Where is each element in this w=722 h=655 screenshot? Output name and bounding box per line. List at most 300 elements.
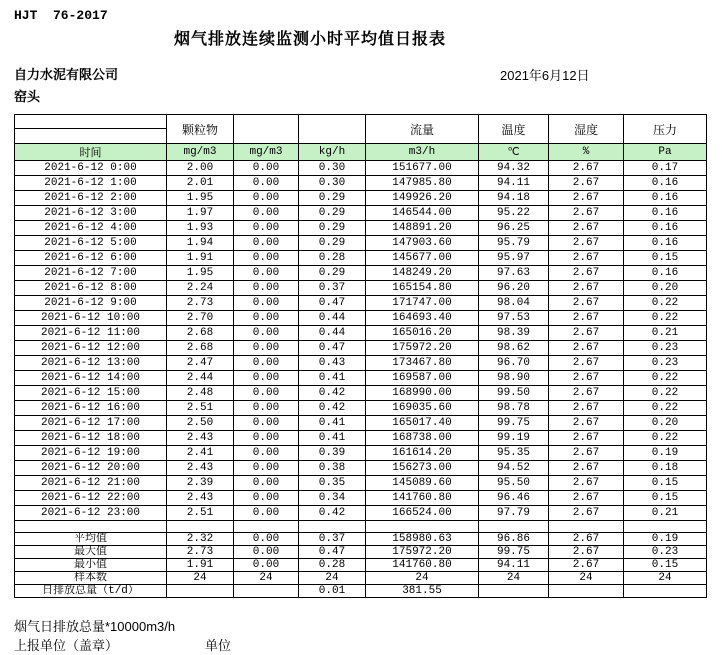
monitoring-point: 窑头 xyxy=(14,89,41,104)
cell-value: 2.67 xyxy=(549,266,624,281)
summary-value xyxy=(549,585,624,598)
cell-value: 146544.00 xyxy=(366,206,479,221)
cell-value: 169035.60 xyxy=(366,401,479,416)
cell-value: 0.42 xyxy=(299,386,366,401)
summary-value: 1.91 xyxy=(167,559,234,572)
spacer-row xyxy=(15,521,707,533)
cell-time: 2021-6-12 14:00 xyxy=(15,371,167,386)
summary-value: 0.01 xyxy=(299,585,366,598)
spacer-cell xyxy=(479,521,549,533)
cell-value: 0.00 xyxy=(234,506,299,521)
cell-value: 2.67 xyxy=(549,161,624,176)
footer-signature-line xyxy=(14,635,704,654)
cell-value: 1.95 xyxy=(167,266,234,281)
unit-header-cell: kg/h xyxy=(299,144,366,161)
spacer-cell xyxy=(549,521,624,533)
cell-value: 169587.00 xyxy=(366,371,479,386)
cell-time: 2021-6-12 12:00 xyxy=(15,341,167,356)
cell-value: 2.67 xyxy=(549,326,624,341)
cell-value: 99.50 xyxy=(479,386,549,401)
cell-value: 2.51 xyxy=(167,401,234,416)
cell-value: 99.75 xyxy=(479,416,549,431)
cell-value: 0.29 xyxy=(299,221,366,236)
spacer-cell xyxy=(366,521,479,533)
cell-value: 0.00 xyxy=(234,251,299,266)
unit-header-cell: % xyxy=(549,144,624,161)
split-bottom-cell xyxy=(15,129,166,143)
cell-value: 2.67 xyxy=(549,341,624,356)
cell-value: 0.23 xyxy=(624,356,707,371)
cell-value: 0.00 xyxy=(234,311,299,326)
cell-value: 2.48 xyxy=(167,386,234,401)
cell-value: 0.00 xyxy=(234,221,299,236)
cell-value: 145677.00 xyxy=(366,251,479,266)
summary-value: 2.67 xyxy=(549,533,624,546)
cell-value: 0.29 xyxy=(299,191,366,206)
cell-time: 2021-6-12 3:00 xyxy=(15,206,167,221)
cell-value: 2.67 xyxy=(549,371,624,386)
summary-value: 24 xyxy=(167,572,234,585)
table-row xyxy=(15,461,707,476)
table-row xyxy=(15,191,707,206)
cell-time: 2021-6-12 0:00 xyxy=(15,161,167,176)
cell-value: 97.63 xyxy=(479,266,549,281)
summary-value: 24 xyxy=(549,572,624,585)
total-emission-note: 烟气日排放总量*10000m3/h xyxy=(14,619,176,634)
cell-value: 0.29 xyxy=(299,206,366,221)
cell-value: 98.39 xyxy=(479,326,549,341)
table-row xyxy=(15,431,707,446)
summary-value: 96.86 xyxy=(479,533,549,546)
cell-value: 2.00 xyxy=(167,161,234,176)
cell-value: 0.00 xyxy=(234,206,299,221)
cell-value: 141760.80 xyxy=(366,491,479,506)
summary-value: 94.11 xyxy=(479,559,549,572)
cell-value: 0.16 xyxy=(624,191,707,206)
company-name: 自力水泥有限公司 xyxy=(14,67,119,82)
cell-value: 0.30 xyxy=(299,161,366,176)
cell-value: 0.34 xyxy=(299,491,366,506)
summary-value: 381.55 xyxy=(366,585,479,598)
summary-label: 日排放总量（t/d） xyxy=(15,585,167,598)
cell-time: 2021-6-12 7:00 xyxy=(15,266,167,281)
summary-value: 99.75 xyxy=(479,546,549,559)
cell-value: 98.90 xyxy=(479,371,549,386)
cell-time: 2021-6-12 1:00 xyxy=(15,176,167,191)
cell-time: 2021-6-12 13:00 xyxy=(15,356,167,371)
cell-time: 2021-6-12 19:00 xyxy=(15,446,167,461)
spacer-cell xyxy=(299,521,366,533)
cell-value: 0.42 xyxy=(299,506,366,521)
cell-value: 2.50 xyxy=(167,416,234,431)
cell-value: 2.67 xyxy=(549,221,624,236)
group-header-cell xyxy=(299,115,366,144)
cell-value: 2.67 xyxy=(549,281,624,296)
monitoring-table xyxy=(14,114,707,598)
cell-value: 94.11 xyxy=(479,176,549,191)
cell-value: 0.00 xyxy=(234,371,299,386)
cell-value: 0.23 xyxy=(624,341,707,356)
cell-value: 98.78 xyxy=(479,401,549,416)
cell-time: 2021-6-12 17:00 xyxy=(15,416,167,431)
summary-value: 175972.20 xyxy=(366,546,479,559)
cell-value: 0.15 xyxy=(624,251,707,266)
cell-value: 0.00 xyxy=(234,461,299,476)
cell-value: 2.47 xyxy=(167,356,234,371)
cell-value: 2.67 xyxy=(549,476,624,491)
table-row xyxy=(15,371,707,386)
cell-value: 95.50 xyxy=(479,476,549,491)
cell-value: 0.22 xyxy=(624,371,707,386)
cell-value: 0.00 xyxy=(234,476,299,491)
cell-value: 0.22 xyxy=(624,401,707,416)
cell-time: 2021-6-12 9:00 xyxy=(15,296,167,311)
cell-time: 2021-6-12 22:00 xyxy=(15,491,167,506)
cell-value: 97.79 xyxy=(479,506,549,521)
cell-value: 145089.60 xyxy=(366,476,479,491)
cell-value: 0.00 xyxy=(234,401,299,416)
summary-value: 0.15 xyxy=(624,559,707,572)
cell-value: 2.67 xyxy=(549,461,624,476)
cell-time: 2021-6-12 6:00 xyxy=(15,251,167,266)
cell-value: 2.43 xyxy=(167,461,234,476)
cell-value: 168990.00 xyxy=(366,386,479,401)
table-row xyxy=(15,356,707,371)
cell-value: 95.22 xyxy=(479,206,549,221)
summary-value: 141760.80 xyxy=(366,559,479,572)
cell-value: 0.16 xyxy=(624,206,707,221)
cell-value: 0.41 xyxy=(299,431,366,446)
table-row xyxy=(15,266,707,281)
table-row xyxy=(15,506,707,521)
cell-value: 0.21 xyxy=(624,326,707,341)
summary-label: 最小值 xyxy=(15,559,167,572)
cell-value: 0.00 xyxy=(234,446,299,461)
cell-value: 0.44 xyxy=(299,311,366,326)
cell-value: 147985.80 xyxy=(366,176,479,191)
cell-value: 98.62 xyxy=(479,341,549,356)
cell-value: 2.68 xyxy=(167,341,234,356)
cell-value: 0.16 xyxy=(624,236,707,251)
cell-value: 2.67 xyxy=(549,506,624,521)
cell-time: 2021-6-12 20:00 xyxy=(15,461,167,476)
cell-value: 2.67 xyxy=(549,176,624,191)
cell-value: 94.52 xyxy=(479,461,549,476)
cell-value: 149926.20 xyxy=(366,191,479,206)
cell-value: 2.67 xyxy=(549,236,624,251)
summary-value: 0.00 xyxy=(234,533,299,546)
summary-value: 0.23 xyxy=(624,546,707,559)
cell-value: 2.67 xyxy=(549,251,624,266)
unit-header-cell: m3/h xyxy=(366,144,479,161)
summary-value: 0.28 xyxy=(299,559,366,572)
cell-value: 0.00 xyxy=(234,431,299,446)
cell-value: 151677.00 xyxy=(366,161,479,176)
table-row xyxy=(15,401,707,416)
summary-value: 2.67 xyxy=(549,559,624,572)
cell-value: 0.41 xyxy=(299,371,366,386)
cell-value: 2.67 xyxy=(549,416,624,431)
cell-value: 0.00 xyxy=(234,416,299,431)
cell-value: 161614.20 xyxy=(366,446,479,461)
spacer-cell xyxy=(624,521,707,533)
cell-time: 2021-6-12 15:00 xyxy=(15,386,167,401)
table-row xyxy=(15,416,707,431)
cell-value: 0.00 xyxy=(234,296,299,311)
table-row xyxy=(15,476,707,491)
cell-value: 95.79 xyxy=(479,236,549,251)
group-header-cell xyxy=(234,115,299,144)
summary-value xyxy=(624,585,707,598)
table-row xyxy=(15,206,707,221)
cell-value: 98.04 xyxy=(479,296,549,311)
cell-value: 95.35 xyxy=(479,446,549,461)
table-row xyxy=(15,281,707,296)
spacer-cell xyxy=(234,521,299,533)
table-row xyxy=(15,176,707,191)
cell-value: 0.16 xyxy=(624,266,707,281)
cell-value: 0.00 xyxy=(234,176,299,191)
summary-value: 24 xyxy=(479,572,549,585)
cell-value: 1.91 xyxy=(167,251,234,266)
unit-header-cell: mg/m3 xyxy=(234,144,299,161)
summary-row xyxy=(15,546,707,559)
cell-value: 0.18 xyxy=(624,461,707,476)
cell-value: 164693.40 xyxy=(366,311,479,326)
table-row xyxy=(15,161,707,176)
cell-value: 2.01 xyxy=(167,176,234,191)
cell-value: 0.00 xyxy=(234,236,299,251)
summary-value: 24 xyxy=(624,572,707,585)
summary-value: 158980.63 xyxy=(366,533,479,546)
cell-value: 0.47 xyxy=(299,296,366,311)
summary-row xyxy=(15,559,707,572)
group-header-cell: 流量 xyxy=(366,115,479,144)
cell-value: 0.15 xyxy=(624,491,707,506)
cell-value: 147903.60 xyxy=(366,236,479,251)
cell-value: 148891.20 xyxy=(366,221,479,236)
cell-value: 0.16 xyxy=(624,176,707,191)
cell-value: 96.70 xyxy=(479,356,549,371)
cell-value: 2.44 xyxy=(167,371,234,386)
cell-value: 0.00 xyxy=(234,491,299,506)
cell-value: 168738.00 xyxy=(366,431,479,446)
cell-value: 2.67 xyxy=(549,491,624,506)
cell-time: 2021-6-12 18:00 xyxy=(15,431,167,446)
cell-value: 2.67 xyxy=(549,311,624,326)
cell-value: 173467.80 xyxy=(366,356,479,371)
cell-value: 166524.00 xyxy=(366,506,479,521)
cell-value: 96.25 xyxy=(479,221,549,236)
cell-value: 2.67 xyxy=(549,446,624,461)
group-header-row xyxy=(15,115,707,144)
unit-header-cell: ℃ xyxy=(479,144,549,161)
summary-label: 样本数 xyxy=(15,572,167,585)
summary-value: 24 xyxy=(299,572,366,585)
cell-value: 2.24 xyxy=(167,281,234,296)
table-row xyxy=(15,491,707,506)
cell-value: 0.00 xyxy=(234,161,299,176)
summary-value xyxy=(167,585,234,598)
cell-value: 148249.20 xyxy=(366,266,479,281)
cell-value: 97.53 xyxy=(479,311,549,326)
cell-value: 0.22 xyxy=(624,386,707,401)
report-title: 烟气排放连续监测小时平均值日报表 xyxy=(173,31,446,48)
cell-value: 0.00 xyxy=(234,356,299,371)
summary-value: 24 xyxy=(234,572,299,585)
cell-value: 0.41 xyxy=(299,416,366,431)
cell-value: 0.29 xyxy=(299,266,366,281)
cell-value: 0.22 xyxy=(624,296,707,311)
cell-value: 95.97 xyxy=(479,251,549,266)
cell-value: 1.95 xyxy=(167,191,234,206)
table-row xyxy=(15,251,707,266)
cell-value: 0.00 xyxy=(234,386,299,401)
cell-value: 165016.20 xyxy=(366,326,479,341)
cell-value: 0.00 xyxy=(234,326,299,341)
time-header-cell: 时间 xyxy=(15,144,167,161)
summary-value: 0.19 xyxy=(624,533,707,546)
cell-value: 1.94 xyxy=(167,236,234,251)
time-column-split-header xyxy=(15,115,167,144)
cell-value: 2.67 xyxy=(549,386,624,401)
cell-value: 0.44 xyxy=(299,326,366,341)
cell-value: 2.43 xyxy=(167,431,234,446)
split-top-cell xyxy=(15,115,166,129)
cell-value: 94.18 xyxy=(479,191,549,206)
cell-value: 99.19 xyxy=(479,431,549,446)
report-date: 2021年6月12日 xyxy=(500,68,590,83)
group-header-cell: 颗粒物 xyxy=(167,115,234,144)
summary-row xyxy=(15,533,707,546)
cell-value: 0.20 xyxy=(624,416,707,431)
cell-value: 0.28 xyxy=(299,251,366,266)
cell-value: 2.67 xyxy=(549,206,624,221)
table-row xyxy=(15,446,707,461)
cell-value: 0.00 xyxy=(234,191,299,206)
cell-value: 165154.80 xyxy=(366,281,479,296)
cell-value: 2.70 xyxy=(167,311,234,326)
unit-header-cell: Pa xyxy=(624,144,707,161)
summary-value: 0.00 xyxy=(234,559,299,572)
summary-value xyxy=(234,585,299,598)
unit-header-row xyxy=(15,144,707,161)
cell-value: 156273.00 xyxy=(366,461,479,476)
summary-value: 0.00 xyxy=(234,546,299,559)
cell-time: 2021-6-12 4:00 xyxy=(15,221,167,236)
spacer-cell xyxy=(15,521,167,533)
cell-value: 0.47 xyxy=(299,341,366,356)
summary-value: 0.47 xyxy=(299,546,366,559)
table-row xyxy=(15,326,707,341)
group-header-cell: 温度 xyxy=(479,115,549,144)
cell-value: 0.17 xyxy=(624,161,707,176)
table-row xyxy=(15,236,707,251)
cell-value: 96.46 xyxy=(479,491,549,506)
cell-value: 0.35 xyxy=(299,476,366,491)
cell-value: 2.67 xyxy=(549,296,624,311)
cell-time: 2021-6-12 8:00 xyxy=(15,281,167,296)
cell-value: 1.97 xyxy=(167,206,234,221)
cell-time: 2021-6-12 10:00 xyxy=(15,311,167,326)
spacer-cell xyxy=(167,521,234,533)
unit-label: 单位 xyxy=(205,638,232,653)
summary-value: 24 xyxy=(366,572,479,585)
summary-value: 2.32 xyxy=(167,533,234,546)
cell-value: 0.30 xyxy=(299,176,366,191)
cell-value: 0.42 xyxy=(299,401,366,416)
cell-value: 1.93 xyxy=(167,221,234,236)
cell-value: 0.29 xyxy=(299,236,366,251)
cell-time: 2021-6-12 23:00 xyxy=(15,506,167,521)
table-row xyxy=(15,386,707,401)
cell-value: 94.32 xyxy=(479,161,549,176)
cell-value: 2.51 xyxy=(167,506,234,521)
cell-time: 2021-6-12 16:00 xyxy=(15,401,167,416)
summary-value: 2.67 xyxy=(549,546,624,559)
summary-label: 最大值 xyxy=(15,546,167,559)
cell-value: 0.39 xyxy=(299,446,366,461)
cell-value: 165017.40 xyxy=(366,416,479,431)
cell-value: 0.22 xyxy=(624,311,707,326)
table-body xyxy=(15,161,707,598)
cell-value: 0.00 xyxy=(234,341,299,356)
cell-value: 2.43 xyxy=(167,491,234,506)
cell-value: 2.39 xyxy=(167,476,234,491)
cell-value: 2.67 xyxy=(549,356,624,371)
table-row xyxy=(15,341,707,356)
unit-header-cell: mg/m3 xyxy=(167,144,234,161)
cell-value: 2.73 xyxy=(167,296,234,311)
cell-value: 0.37 xyxy=(299,281,366,296)
summary-row xyxy=(15,572,707,585)
cell-value: 2.67 xyxy=(549,431,624,446)
summary-label: 平均值 xyxy=(15,533,167,546)
cell-value: 171747.00 xyxy=(366,296,479,311)
table-row xyxy=(15,221,707,236)
summary-value: 2.73 xyxy=(167,546,234,559)
cell-value: 0.22 xyxy=(624,431,707,446)
cell-value: 0.00 xyxy=(234,266,299,281)
cell-value: 0.21 xyxy=(624,506,707,521)
table-row xyxy=(15,296,707,311)
cell-time: 2021-6-12 5:00 xyxy=(15,236,167,251)
cell-time: 2021-6-12 11:00 xyxy=(15,326,167,341)
summary-value xyxy=(479,585,549,598)
cell-time: 2021-6-12 2:00 xyxy=(15,191,167,206)
summary-value: 0.37 xyxy=(299,533,366,546)
cell-value: 0.16 xyxy=(624,221,707,236)
cell-value: 175972.20 xyxy=(366,341,479,356)
cell-value: 0.15 xyxy=(624,476,707,491)
cell-value: 2.41 xyxy=(167,446,234,461)
cell-time: 2021-6-12 21:00 xyxy=(15,476,167,491)
cell-value: 96.20 xyxy=(479,281,549,296)
cell-value: 2.68 xyxy=(167,326,234,341)
cell-value: 2.67 xyxy=(549,401,624,416)
cell-value: 0.00 xyxy=(234,281,299,296)
cell-value: 0.19 xyxy=(624,446,707,461)
cell-value: 2.67 xyxy=(549,191,624,206)
group-header-cell: 压力 xyxy=(624,115,707,144)
group-header-cell: 湿度 xyxy=(549,115,624,144)
standard-code: HJT 76-2017 xyxy=(14,8,108,23)
table-row xyxy=(15,311,707,326)
summary-row xyxy=(15,585,707,598)
cell-value: 0.20 xyxy=(624,281,707,296)
cell-value: 0.38 xyxy=(299,461,366,476)
report-unit-label: 上报单位（盖章） xyxy=(14,638,119,653)
